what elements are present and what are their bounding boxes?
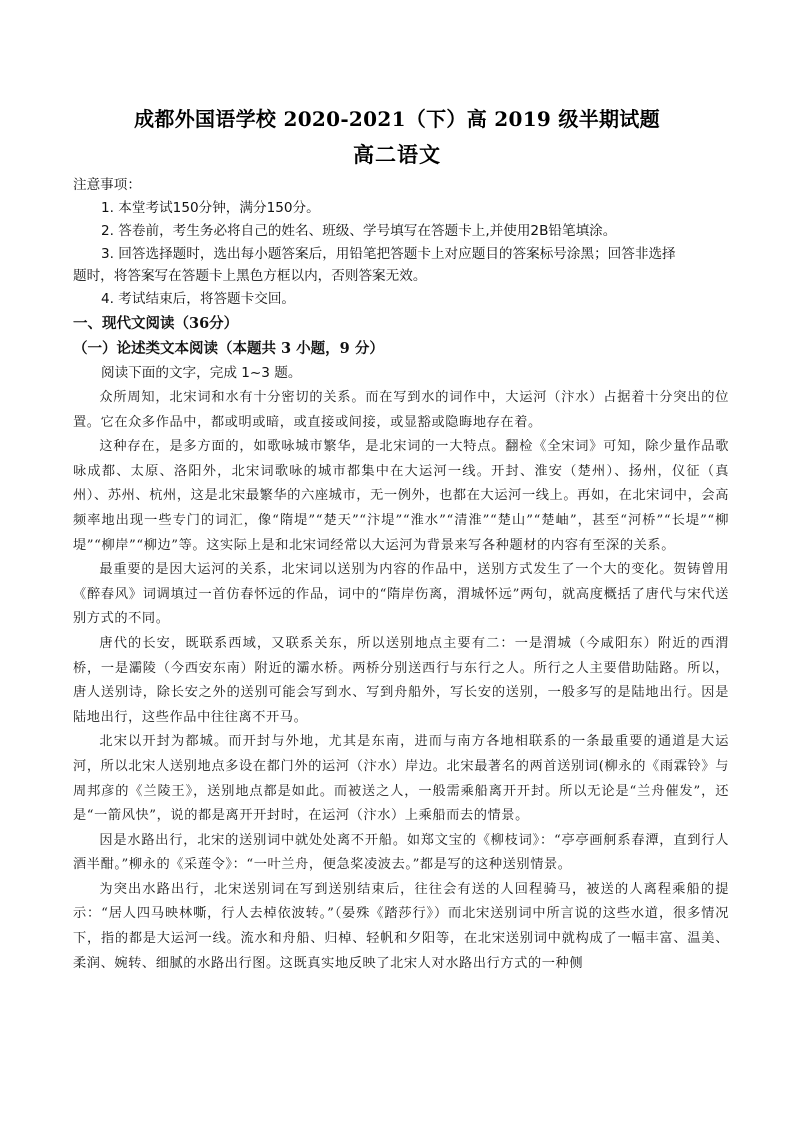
reading-passage: [73, 386, 729, 976]
passage-paragraph-6: 因是水路出行，北宋的送别词中就处处离不开船。如郑文宝的《柳枝词》：“亭亭画舸系春潭，直到行人酒半酣。”柳永的《采莲令》：“一叶兰舟，便急桨凌波去。”都是写的这种送别情景。: [73, 832, 729, 873]
passage-paragraph-5: 北宋以开封为都城。而开封与外地，尤其是东南，进而与南方各地相联系的一条最重要的通道是大运河，所以北宋人送别地点多设在都门外的运河（汴水）岸边。北宋最著名的两首送别词(柳永的《雨霖铃》与周邦彦的《兰陵王》，送别地点都是如此。而被送之人，一般需乘船离开开封。所以无论是“兰舟催发”，还是“一箭风快”，说的都是离开开封时，在运河（汴水）上乘船而去的情景。: [73, 734, 729, 824]
reading-instruction: 阅读下面的文字，完成 1~3 题。: [101, 365, 302, 381]
passage-paragraph-3: 最重要的是因大运河的关系，北宋词以送别为内容的作品中，送别方式发生了一个大的变化。贺铸曾用《醉春风》词调填过一首仿春怀远的作品，词中的“隋岸伤离，渭城怀远”两句，就高度概括了唐代与宋代送别方式的不同。: [73, 562, 729, 627]
exam-title: 成都外国语学校 2020-2021（下）高 2019 级半期试题: [134, 107, 660, 131]
notice-item-3: 3. 回答选择题时，选出每小题答案后，用铅笔把答题卡上对应题目的答案标号涂黑；回答非选择: [101, 246, 676, 262]
passage-paragraph-7: 为突出水路出行，北宋送别词在写到送别结束后，往往会有送的人回程骑马，被送的人离程乘船的提示：“居人四马映林嘶，行人去棹依波转。”（晏殊《踏莎行》）而北宋送别词中所言说的这些水道，很多情况下，指的都是大运河一线。流水和舟船、归棹、轻帆和夕阳等，在北宋送别词中就构成了一幅丰富、温美、柔润、婉转、细腻的水路出行图。这既真实地反映了北宋人对水路出行方式的一种侧: [73, 881, 729, 971]
notice-item-2: 2. 答卷前，考生务必将自己的姓名、班级、学号填写在答题卡上,并使用2B铅笔填涂。: [101, 223, 617, 239]
section-heading: 一、现代文阅读（36分）: [73, 315, 239, 332]
passage-paragraph-1: 众所周知，北宋词和水有十分密切的关系。而在写到水的词作中，大运河（汴水）占据着十分突出的位置。它在众多作品中，都或明或暗，或直接或间接，或显豁或隐晦地存在着。: [73, 390, 729, 430]
notice-item-1: 1. 本堂考试150分钟，满分150分。: [101, 200, 320, 216]
subsection-heading: （一）论述类文本阅读（本题共 3 小题，9 分）: [73, 340, 384, 357]
exam-subject: 高二语文: [353, 142, 441, 167]
notice-item-4: 4. 考试结束后，将答题卡交回。: [101, 291, 296, 307]
passage-paragraph-2: 这种存在，是多方面的，如歌咏城市繁华，是北宋词的一大特点。翻检《全宋词》可知，除少量作品歌咏成都、太原、洛阳外，北宋词歌咏的城市都集中在大运河一线。开封、淮安（楚州）、扬州，仪征（真州）、苏州、杭州，这是北宋最繁华的六座城市，无一例外，也都在大运河一线上。再如，在北宋词中，会高频率地出现一些专门的词汇，像“隋堤”“楚天”“汴堤”“淮水”“清淮”“楚山”“楚岫”，甚至“河桥”“长堤”“柳堤”“柳岸”“柳边”等。这实际上是和北宋词经常以大运河为背景来写各种题材的内容有至深的关系。: [73, 439, 729, 553]
passage-paragraph-4: 唐代的长安，既联系西域，又联系关东，所以送别地点主要有二：一是渭城（今咸阳东）附近的西渭桥，一是灞陵（今西安东南）附近的灞水桥。两桥分别送西行与东行之人。所行之人主要借助陆路。所以，唐人送别诗，除长安之外的送别可能会写到水、写到舟船外，写长安的送别，一般多写的是陆地出行。因是陆地出行，这些作品中往往离不开马。: [73, 635, 729, 725]
notice-heading: 注意事项：: [73, 177, 141, 193]
notice-item-3-cont: 题时，将答案写在答题卡上黑色方框以内，否则答案无效。: [73, 268, 427, 284]
